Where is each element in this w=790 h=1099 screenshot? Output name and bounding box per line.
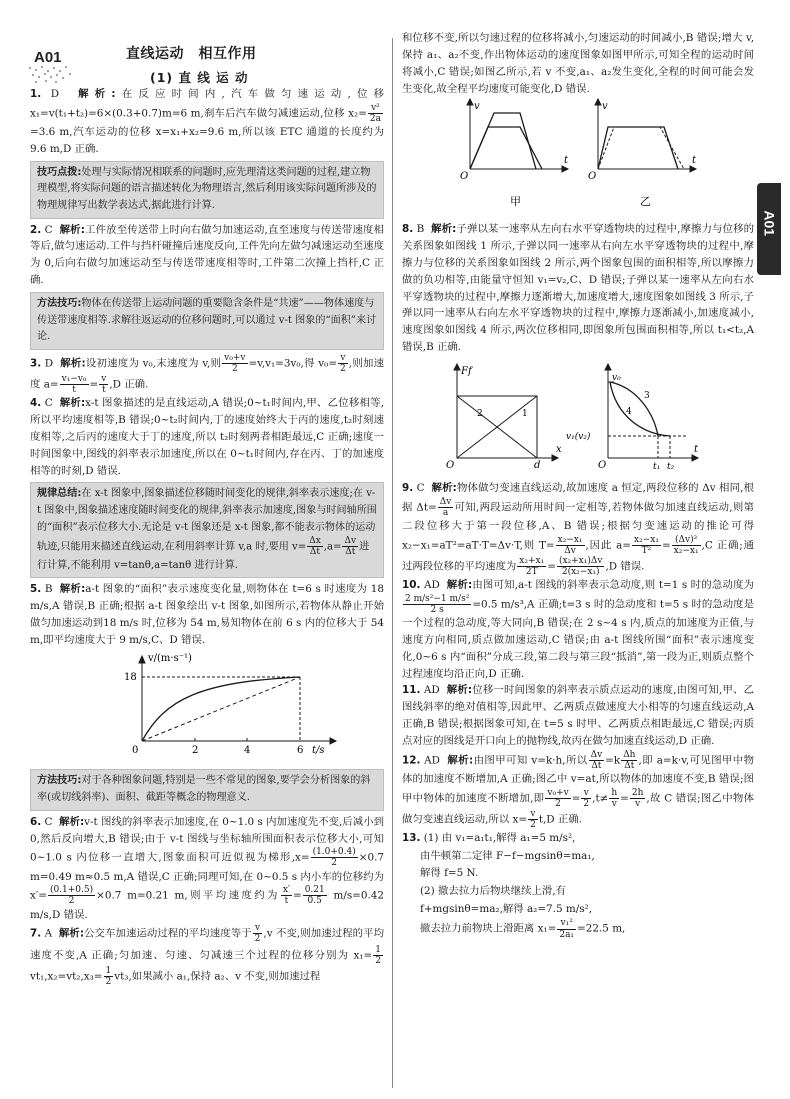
fraction: $\frac{\text{v²}}{2a}$ [369, 102, 381, 124]
svg-text:x: x [556, 443, 562, 455]
svg-text:t: t [564, 155, 569, 167]
svg-text:v: v [474, 101, 480, 113]
graph-b-label: 乙 [640, 195, 651, 209]
answer-13: 13. (1) 由 v₁=a₁t₁,解得 a₁=5 m/s², 由牛顿第二定律 F−f−mgsinθ=ma₁, 解得 f=5 N. (2) 撤去拉力后物块继续上滑,有 f+mgsinθ=ma₂,解得 a₂=7.5 m/s², 撤去拉力前物块上滑距离 x₁= $\frac{\text{v₁²}}{\text{2a₁}}$ =22.5 m, [402, 832, 626, 940]
tip-box-4: 方法技巧:对于各种图象问题,特别是一些不常见的图象,要学会分析图象的斜率(或切线斜率)、面积、截距等概念的物理意义. [30, 769, 384, 810]
right-column [402, 0, 754, 940]
x-tick-4: 4 [244, 744, 251, 756]
answer-1: 1. D 解析:在反应时间内,汽车做匀速运动,位移 x₁=v(t₁+t₂)=6×(0.3+0.7)m=6 m,刹车后汽车做匀减速运动,位移 x₂= $\frac{\text{v²}}{2a}$ =3.6 m,汽车运动的位移 x=x₁+x₂=9.6 m,所以该 ETC 通道的长度约为 9.6 m,D 正确. [30, 88, 384, 155]
side-tab-label: A01 [761, 210, 778, 237]
svg-text:4: 4 [626, 406, 632, 417]
answer-5: 5. B 解析:a-t 图象的“面积”表示速度变化量,则物体在 t=6 s 时速度为 18 m/s,A 错误,B 正确;根据 a-t 图象绘出 v-t 图象,如图所示,若物体从静止开始做匀加速运动到18 m/s 时,位移为 54 m,易知物体在前 6 s 内的位移大于 54 m,即平均速度大于 9 m/s,C、D 错误. [30, 583, 385, 646]
x-tick-6: 6 [297, 744, 304, 756]
graph-a-label: 甲 [510, 195, 521, 209]
y-tick-18: 18 [124, 671, 137, 683]
graph-a-line-1 [470, 127, 542, 169]
graphs-q8 [402, 356, 754, 474]
svg-text:t: t [692, 155, 697, 167]
tip-box-3: 规律总结:在 x-t 图象中,图象描述位移随时间变化的规律,斜率表示速度;在 v-t 图象中,图象描述速度随时间变化的规律,斜率表示加速度,图象与时间轴所围的“面积”表示位移大小.无论是 v-t 图象还是 x-t 图象,都不能表示物体的运动轨迹,只能用来描述直线运动,在利用斜率计算 v,a 时,要用 v= $\frac{\Delta x}{\Delta t}$ ,a= $\frac{\Delta v}{\Delta t}$ 进行计算,不能利用 v=tanθ,a=tanθ 进行计算. [30, 482, 384, 578]
svg-text:d: d [534, 459, 541, 471]
vt-graph-q5 [30, 649, 384, 761]
page-badge: A01 [34, 49, 62, 66]
x-axis-label: t/s [312, 744, 325, 756]
answer-10: 10. AD 解析:由图可知,a-t 图线的斜率表示急动度,则 t=1 s 时的急动度为 $\frac{\text{2 m/s²−1 m/s²}}{2 s}$ =0.5 m/s³,A 正确;t=3 s 时的急动度和 t=5 s 时的急动度是一个过程的急动度,等大同向,B 错误;在 2 s~4 s 内,质点的加速度为正值,与速度方向相同,质点做加速运动,C 错误;由 a-t 图线所围“面积”表示速度变化,0~6 s 内“面积”分成三段,第二段与第三段“抵消”,第一段为正,则质点整个过程速度均沿正向,D 正确. [402, 578, 755, 680]
svg-text:t₂: t₂ [667, 461, 675, 472]
column-divider [392, 38, 393, 1088]
answer-3: 3. D 解析:设初速度为 v₀,末速度为 v,则 $\frac{\text{v₀+v}}{2}$ =v,v₁=3v₀,得 v₀= $\frac{v}{2}$ ,则加速度 a= $\frac{\text{v₁−v₀}}{t}$ = $\frac{v}{t}$ ,D 正确. [30, 352, 384, 396]
answer-6: 6. C 解析:v-t 图线的斜率表示加速度,在 0~1.0 s 内加速度先不变,后减小到 0,然后反向增大,B 错误;由于 v-t 图线与坐标轴所围面积表示位移大小,可知 0~1.0 s 内位移一直增大,图象面积可近似视为梯形,x= $\frac{(1.0+0.4)}{2}$ ×0.7 m=0.49 m≈0.5 m,A 错误,C 正确;同理可知,在 0~0.5 s 内小车的位移约为 x′= $\frac{(0.1+0.5)}{2}$ ×0.7 m=0.21 m,则平均速度约为 $\frac{x'}{t}$ = $\frac{0.21}{0.5}$ m/s=0.42 m/s,D 错误. [30, 815, 385, 921]
svg-text:O: O [588, 171, 597, 183]
y-arrow [139, 656, 145, 663]
answer-9: 9. C 解析:物体做匀变速直线运动,故加速度 a 恒定,两段位移的 Δv 相同,根据 Δt= $\frac{\Delta v}{a}$ 可知,两段运动所用时间一定相等,若物体做匀加速直线运动,则第二段位移大于第一段位移,A、B 错误;根据匀变速运动的推论可得 x₂−x₁=aT²=aT·T=Δv·T,则 T= $\frac{\text{x₂−x₁}}{\Delta v}$ ,因此 a= $\frac{\text{x₂−x₁}}{\text{T²}}$ = $\frac{\text{(Δv)²}}{\text{x₂−x₁}}$ ,C 正确;通过两段位移的平均速度为 $\frac{\text{x₂+x₁}}{2T}$ = $\frac{\text{(x₂+x₁)Δv}}{\text{2(x₂−x₁)}}$ ,D 错误. [402, 481, 755, 577]
svg-text:1: 1 [522, 408, 528, 419]
vt-curve-3 [610, 382, 658, 436]
left-column [30, 0, 384, 987]
svg-text:O: O [446, 459, 455, 471]
svg-text:v₁(v₂): v₁(v₂) [566, 431, 591, 442]
tip-box-2: 方法技巧:物体在传送带上运动问题的重要隐含条件是“共速”——物体速度与传送带速度相等.求解往返运动的位移问题时,可以通过 v-t 图象的“面积”来讨论. [30, 292, 384, 350]
svg-text:Ff: Ff [461, 365, 472, 377]
answer-7: 7. A 解析:公交车加速运动过程的平均速度等于 $\frac{v}{2}$ ,v 不变,则加速过程的平均速度不变,A 正确;匀加速、匀速、匀减速三个过程的位移分别为 x₁= $\frac{1}{2}$ vt₁,x₂=vt₂,x₃= $\frac{1}{2}$ vt₃,如果减小 a₁,保持 a₂、v 不变,则加速过程 [30, 923, 385, 987]
x-arrow [330, 738, 336, 744]
graph-a-line-2 [470, 113, 536, 169]
graph-b-line-1 [598, 127, 678, 169]
section-title: (1) 直 线 运 动 [150, 70, 249, 85]
answer-7-continued: 和位移不变,所以匀速过程的位移将减小,匀速运动的时间减小,B 错误;增大 v,保持 a₁、a₂不变,作出物体运动的速度图象如图甲所示,可知全程的运动时间将减小,C 错误;如图乙所示,若 v 不变,a₁、a₂发生变化,全程的时间可能会发生变化,故全程平均速度可能变化,D 错误. [402, 32, 754, 95]
svg-text:v₀: v₀ [612, 372, 621, 383]
answer-2: 2. C 解析:工件放至传送带上时向右做匀加速运动,直至速度与传送带速度相等后,做匀速运动.工件与挡杆碰撞后速度反向,工件先向左做匀减速运动至速度为 0,后向右做匀加速运动至与传送带速度相等时,工件第二次撞上挡杆,C 正确. [30, 223, 385, 287]
svg-text:t₁: t₁ [653, 461, 661, 472]
vt-curve-4 [610, 382, 670, 436]
tip-box-1: 技巧点拨:处理与实际情况相联系的问题时,应先理清这类问题的过程,建立物理模型,将实际问题的语言描述转化为物理语言,然后利用该实际问题所涉及的物理规律写出数学表达式,据此进行计算. [30, 161, 384, 219]
y-axis-label: v/(m·s⁻¹) [148, 652, 192, 664]
answer-11: 11. AD 解析:位移一时间图象的斜率表示质点运动的速度,由图可知,甲、乙图线斜率的绝对值相等,因此甲、乙两质点做速度大小相等的匀速直线运动,A 正确,B 错误;根据图象可知,在 t=5 s 时甲、乙两质点相距最远,C 错误;丙质点对应的图线是开口向上的抛物线,故丙在做匀加速直线运动,D 正确. [402, 684, 755, 747]
svg-text:2: 2 [477, 408, 483, 419]
svg-text:O: O [598, 459, 607, 471]
vt-graphs-q7 [402, 97, 754, 215]
svg-text:v: v [602, 101, 608, 113]
svg-text:t: t [694, 443, 699, 455]
side-tab [757, 183, 781, 275]
x-tick-2: 2 [192, 744, 199, 756]
answer-4: 4. C 解析:x-t 图象描述的是直线运动,A 错误;0~t₁时间内,甲、乙位移相等,所以平均速度相等,B 错误;0~t₂时间内,丁的速度始终大于丙的速度,t₂时刻速度相等,之后丙的速度大于丁的速度,所以 t₂时刻两者相距最远,C 正确;速度一时间图象中,图线的斜率表示加速度,所以在 0~t₁时间内,存在丙、丁的加速度相等的时刻,D 错误. [30, 397, 385, 477]
svg-text:3: 3 [644, 390, 650, 401]
answer-12: 12. AD 解析:由图甲可知 v=k·h,所以 $\frac{\Delta v}{\Delta t}$ =k $\frac{\Delta h}{\Delta t}$ ,即 a=k·v,可见图甲中物体的加速度不断增加,A 正确;图乙中 v=at,所以物体的加速度不变,B 错误;图甲中物体的加速度不断增加,即 $\frac{\text{v₀+v}}{2}$ = $\frac{v}{2}$ ,t≠ $\frac{h}{v}$ = $\frac{2h}{v}$ ,故 C 错误;图乙中物体做匀变速直线运动,所以 x= $\frac{v}{2}$ t,D 正确. [402, 749, 755, 830]
answer-8: 8. B 解析:子弹以某一速率从左向右水平穿透物块的过程中,摩擦力与位移的关系图象如图线 1 所示,子弹以同一速率从右向左水平穿透物块的过程中,摩擦力与位移的关系图象如图线 2 所示,两个图象包围的面积相等,所以摩擦力做的负功相等,由能量守恒知 v₁=v₂,C、D 错误;子弹以某一速率从左向右水平穿透物块的过程中,摩擦力逐渐增大,加速度增大,速度图象如图线 3 所示,子弹以同一速率从右向左水平穿透物块的过程中,摩擦力逐渐减小,加速度减小,速度图象如图线 4 所示,两次位移相同,即图象所包围面积相等,所以 t₁<t₂,A 错误,B 正确. [402, 223, 755, 354]
x-tick-0: 0 [132, 744, 139, 756]
svg-text:O: O [460, 171, 469, 183]
chapter-title: 直线运动 相互作用 [126, 46, 257, 62]
